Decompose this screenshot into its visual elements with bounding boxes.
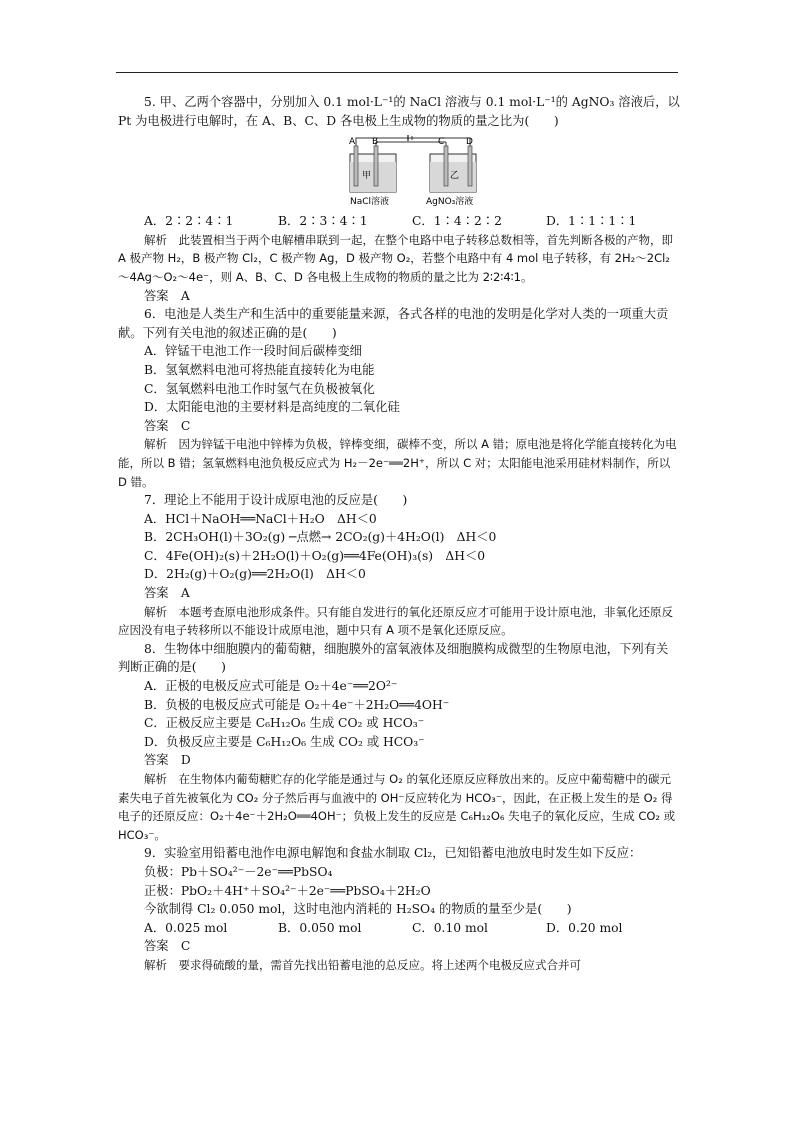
q6-option-a: A．锌锰干电池工作一段时间后碳棒变细 xyxy=(144,344,362,359)
q9-question: 今欲制得 Cl₂ 0.050 mol，这时电池内消耗的 H₂SO₄ 的物质的量至少是( ) xyxy=(144,902,572,917)
q6-explanation: 解析 因为锌锰干电池中锌棒为负极，锌棒变细，碳棒不变，所以 A 错；原电池是将化学能直接转化为电能，所以 B 错；氢氧燃料电池负极反应式为 H₂－2e⁻══2H⁺，所以 C 对；太阳能电池采用硅材料制作，所以 D 错。 xyxy=(118,437,677,489)
q9-option-d: D．0.20 mol xyxy=(546,920,623,935)
page-content xyxy=(118,93,680,975)
q5-option-a: A．2∶2∶4∶1 xyxy=(144,214,234,229)
electrolysis-diagram xyxy=(346,132,480,208)
q6-option-d: D．太阳能电池的主要材料是高纯度的二氧化硅 xyxy=(144,400,400,415)
q9-answer: 答案 C xyxy=(144,939,191,954)
q7-option-a: A．HCl＋NaOH══NaCl＋H₂O ΔH＜0 xyxy=(144,511,377,526)
q5-answer: 答案 A xyxy=(144,288,190,303)
q6-answer: 答案 C xyxy=(144,418,191,433)
q7-explanation: 解析 本题考查原电池形成条件。只有能自发进行的氧化还原反应才可能用于设计原电池，非氧化还原反应因没有电子转移所以不能设计成原电池，题中只有 A 项不是氧化还原反应。 xyxy=(118,604,673,638)
q6-stem: 6．电池是人类生产和生活中的重要能量来源，各式各样的电池的发明是化学对人类的一项重大贡献。下列有关电池的叙述正确的是( ) xyxy=(118,307,669,340)
header-rule xyxy=(116,72,678,73)
beaker-label-jia: 甲 xyxy=(362,171,372,182)
q7-option-c: C．4Fe(OH)₂(s)＋2H₂O(l)＋O₂(g)══4Fe(OH)₃(s) ΔH＜0 xyxy=(144,548,486,563)
q9-option-b: B．0.050 mol xyxy=(278,920,362,935)
solution-label-right: AgNO₃溶液 xyxy=(426,197,474,208)
q8-option-c: C．正极反应主要是 C₆H₁₂O₆ 生成 CO₂ 或 HCO₃⁻ xyxy=(144,716,425,731)
solution-label-left: NaCl溶液 xyxy=(350,197,390,208)
q6-option-b: B．氢氧燃料电池可将热能直接转化为电能 xyxy=(144,362,375,377)
electrode-label-b: B xyxy=(372,137,379,148)
q9-stem: 9．实验室用铅蓄电池作电源电解饱和食盐水制取 Cl₂，已知铅蓄电池放电时发生如下反应： xyxy=(144,846,642,861)
q8-option-d: D．负极反应主要是 C₆H₁₂O₆ 生成 CO₂ 或 HCO₃⁻ xyxy=(144,734,425,749)
q5-options xyxy=(118,212,680,231)
q7-answer: 答案 A xyxy=(144,586,190,601)
q8-option-b: B．负极的电极反应式可能是 O₂＋4e⁻＋2H₂O══4OH⁻ xyxy=(144,697,450,712)
electrode-label-c: C xyxy=(438,137,445,148)
q6-option-c: C．氢氧燃料电池工作时氢气在负极被氧化 xyxy=(144,381,375,396)
q9-negative-reaction: 负极：Pb＋SO₄²⁻－2e⁻══PbSO₄ xyxy=(144,864,333,879)
electrode-label-d: D xyxy=(466,137,473,148)
q7-option-d: D．2H₂(g)＋O₂(g)══2H₂O(l) ΔH＜0 xyxy=(144,567,366,582)
q9-explanation: 解析 要求得硫酸的量，需首先找出铅蓄电池的总反应。将上述两个电极反应式合并可 xyxy=(144,957,581,972)
q8-explanation: 解析 在生物体内葡萄糖贮存的化学能是通过与 O₂ 的氧化还原反应释放出来的。反应中葡萄糖中的碳元素失电子首先被氧化为 CO₂ 分子然后再与血液中的 OH⁻反应转化为 HCO₃⁻，因此，在正极上发生的是 O₂ 得电子的还原反应：O₂＋4e⁻＋2H₂O══4OH⁻；负极上发生的反应是 C₆H₁₂O₆ 失电子的氧化反应，生成 CO₂ 或 HCO₃⁻。 xyxy=(118,772,676,842)
q7-option-b: B．2CH₃OH(l)＋3O₂(g) ─点燃→ 2CO₂(g)＋4H₂O(l) ΔH＜0 xyxy=(144,530,497,545)
q7-stem: 7．理论上不能用于设计成原电池的反应是( ) xyxy=(144,493,408,508)
q5-option-d: D．1∶1∶1∶1 xyxy=(546,214,637,229)
q9-options xyxy=(118,919,680,938)
q9-option-a: A．0.025 mol xyxy=(144,920,228,935)
q9-option-c: C．0.10 mol xyxy=(412,920,488,935)
electrode-label-a: A xyxy=(349,137,356,148)
electrolysis-figure xyxy=(118,132,680,208)
q5-stem: 5. 甲、乙两个容器中，分别加入 0.1 mol·L⁻¹的 NaCl 溶液与 0.1 mol·L⁻¹的 AgNO₃ 溶液后，以 Pt 为电极进行电解时，在 A、B、C、D 各电极上生成物的物质的量之比为( ) xyxy=(118,95,680,128)
q9-positive-reaction: 正极：PbO₂＋4H⁺＋SO₄²⁻＋2e⁻══PbSO₄＋2H₂O xyxy=(144,883,431,898)
q5-explanation: 解析 此装置相当于两个电解槽串联到一起，在整个电路中电子转移总数相等，首先判断各极的产物，即 A 极产物 H₂，B 极产物 Cl₂，C 极产物 Ag，D 极产物 O₂，若整个电路中有 4 mol 电子转移，有 2H₂～2Cl₂～4Ag～O₂～4e⁻，则 A、B、C、D 各电极上生成物的物质的量之比为 2∶2∶4∶1。 xyxy=(118,232,673,284)
q5-option-b: B．2∶3∶4∶1 xyxy=(278,214,368,229)
q8-option-a: A．正极的电极反应式可能是 O₂＋4e⁻══2O²⁻ xyxy=(144,679,398,694)
q8-stem: 8．生物体中细胞膜内的葡萄糖，细胞膜外的富氧液体及细胞膜构成微型的生物原电池，下列有关判断正确的是( ) xyxy=(118,641,669,675)
q5-option-c: C．1∶4∶2∶2 xyxy=(412,214,502,229)
beaker-label-yi: 乙 xyxy=(450,171,460,182)
q8-answer: 答案 D xyxy=(144,753,191,768)
